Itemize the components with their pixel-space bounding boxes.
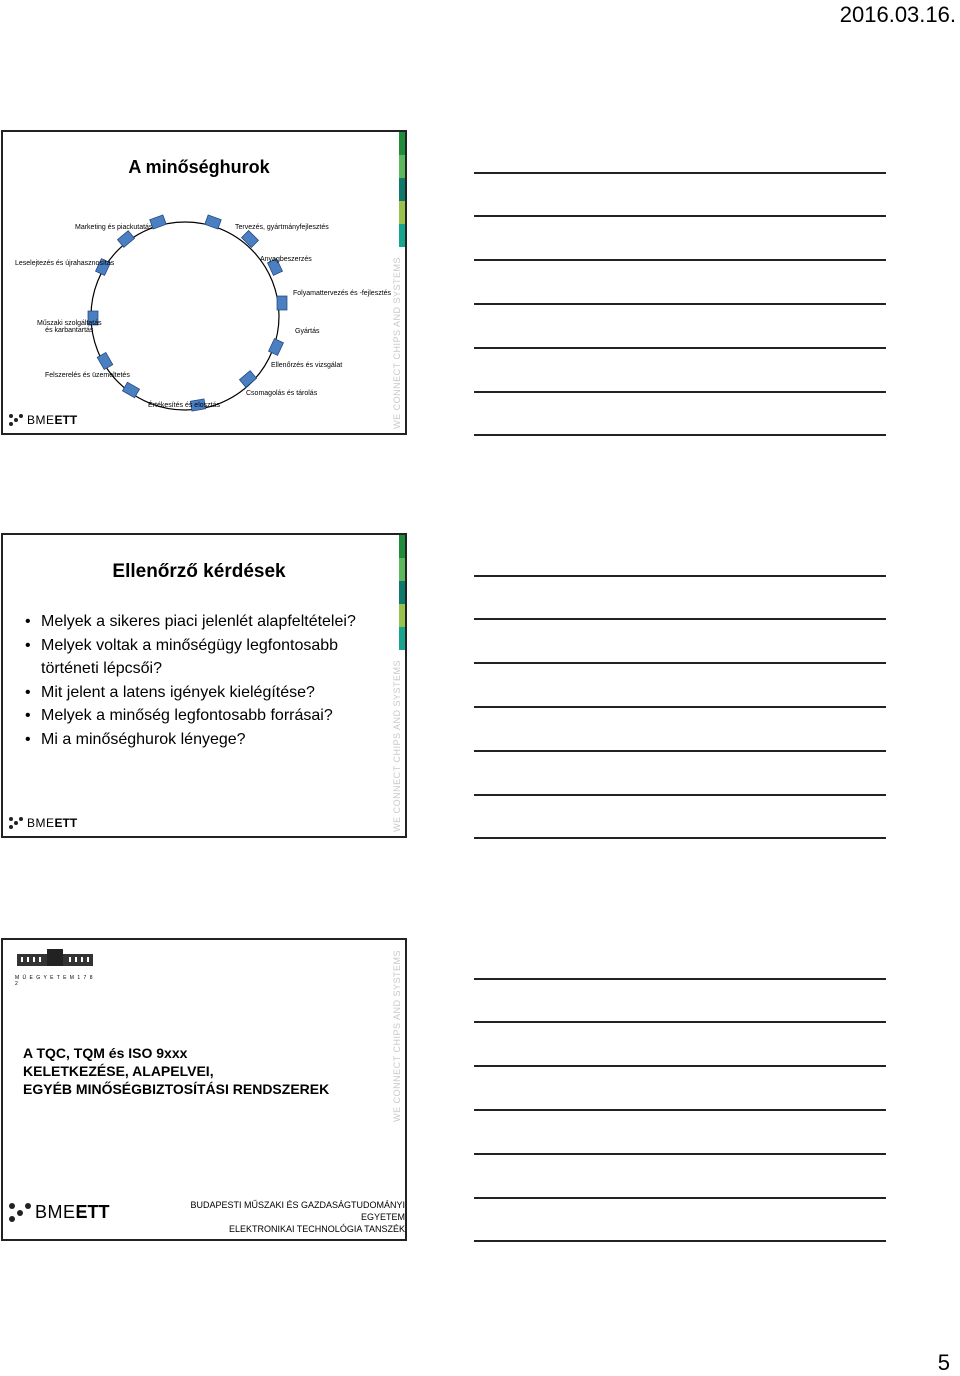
- bmeett-logo: BME ETT: [9, 413, 77, 427]
- university-name: BUDAPESTI MŰSZAKI ÉS GAZDASÁGTUDOMÁNYI EGYETEM ELEKTRONIKAI TECHNOLÓGIA TANSZÉK: [190, 1200, 405, 1234]
- page-number: 5: [937, 1350, 950, 1375]
- label-csomagolas: Csomagolás és tárolás: [246, 390, 318, 397]
- slide-title: A TQC, TQM és ISO 9xxx KELETKEZÉSE, ALAPELVEI, EGYÉB MINŐSÉGBIZTOSÍTÁSI RENDSZEREK: [23, 1045, 330, 1097]
- tagline: WE CONNECT CHIPS AND SYSTEMS: [392, 950, 402, 1122]
- label-gyartas: Gyártás: [295, 328, 320, 335]
- label-folyamattervezes: Folyamattervezés és -fejlesztés: [293, 290, 392, 297]
- label-leselejtezes: Leselejtezés és újrahasznosítás: [15, 260, 115, 267]
- slide-title: A minőséghurok: [128, 157, 270, 177]
- label-marketing: Marketing és piackutatás: [75, 224, 153, 231]
- color-stripe: [399, 535, 405, 650]
- university-building-icon: M Ű E G Y E T E M 1 7 8 2: [15, 948, 95, 987]
- header-date: 2016.03.16.: [839, 2, 956, 27]
- label-ellenorzes: Ellenőrzés és vizsgálat: [271, 362, 343, 369]
- list-item: • Mit jelent a latens igények kielégítése?: [25, 681, 385, 705]
- label-muszaki: Műszaki szolgáltatás és karbantartás: [37, 320, 102, 334]
- list-item: • Melyek a minőség legfontosabb forrásai?: [25, 704, 385, 728]
- bmeett-logo: BME ETT: [9, 1202, 110, 1223]
- slide-title: Ellenőrző kérdések: [112, 561, 286, 582]
- logo-dots-icon: [9, 817, 23, 829]
- logo-dots-icon: [9, 414, 23, 426]
- label-anyagbeszerzes: Anyagbeszerzés: [260, 256, 312, 263]
- slide-quality-loop: [1, 130, 407, 435]
- logo-dots-icon: [9, 1203, 31, 1223]
- tagline: WE CONNECT CHIPS AND SYSTEMS: [392, 257, 402, 429]
- label-felszereles: Felszerelés és üzemeltetés: [45, 372, 130, 379]
- bmeett-logo: BME ETT: [9, 816, 77, 830]
- list-item: • Melyek a sikeres piaci jelenlét alapfeltételei?: [25, 610, 385, 634]
- question-list: [25, 610, 385, 751]
- list-item: • Mi a minőséghurok lényege?: [25, 728, 385, 752]
- slide-tqc-tqm-iso: [1, 938, 407, 1241]
- label-tervezes: Tervezés, gyártmányfejlesztés: [235, 224, 329, 231]
- label-ertekesites: Értékesítés és elosztás: [148, 402, 220, 409]
- list-item: • Melyek voltak a minőségügy legfontosabb történeti lépcsői?: [25, 634, 385, 681]
- tagline: WE CONNECT CHIPS AND SYSTEMS: [392, 660, 402, 832]
- quality-loop-diagram: [3, 132, 407, 435]
- slide-review-questions: [1, 533, 407, 838]
